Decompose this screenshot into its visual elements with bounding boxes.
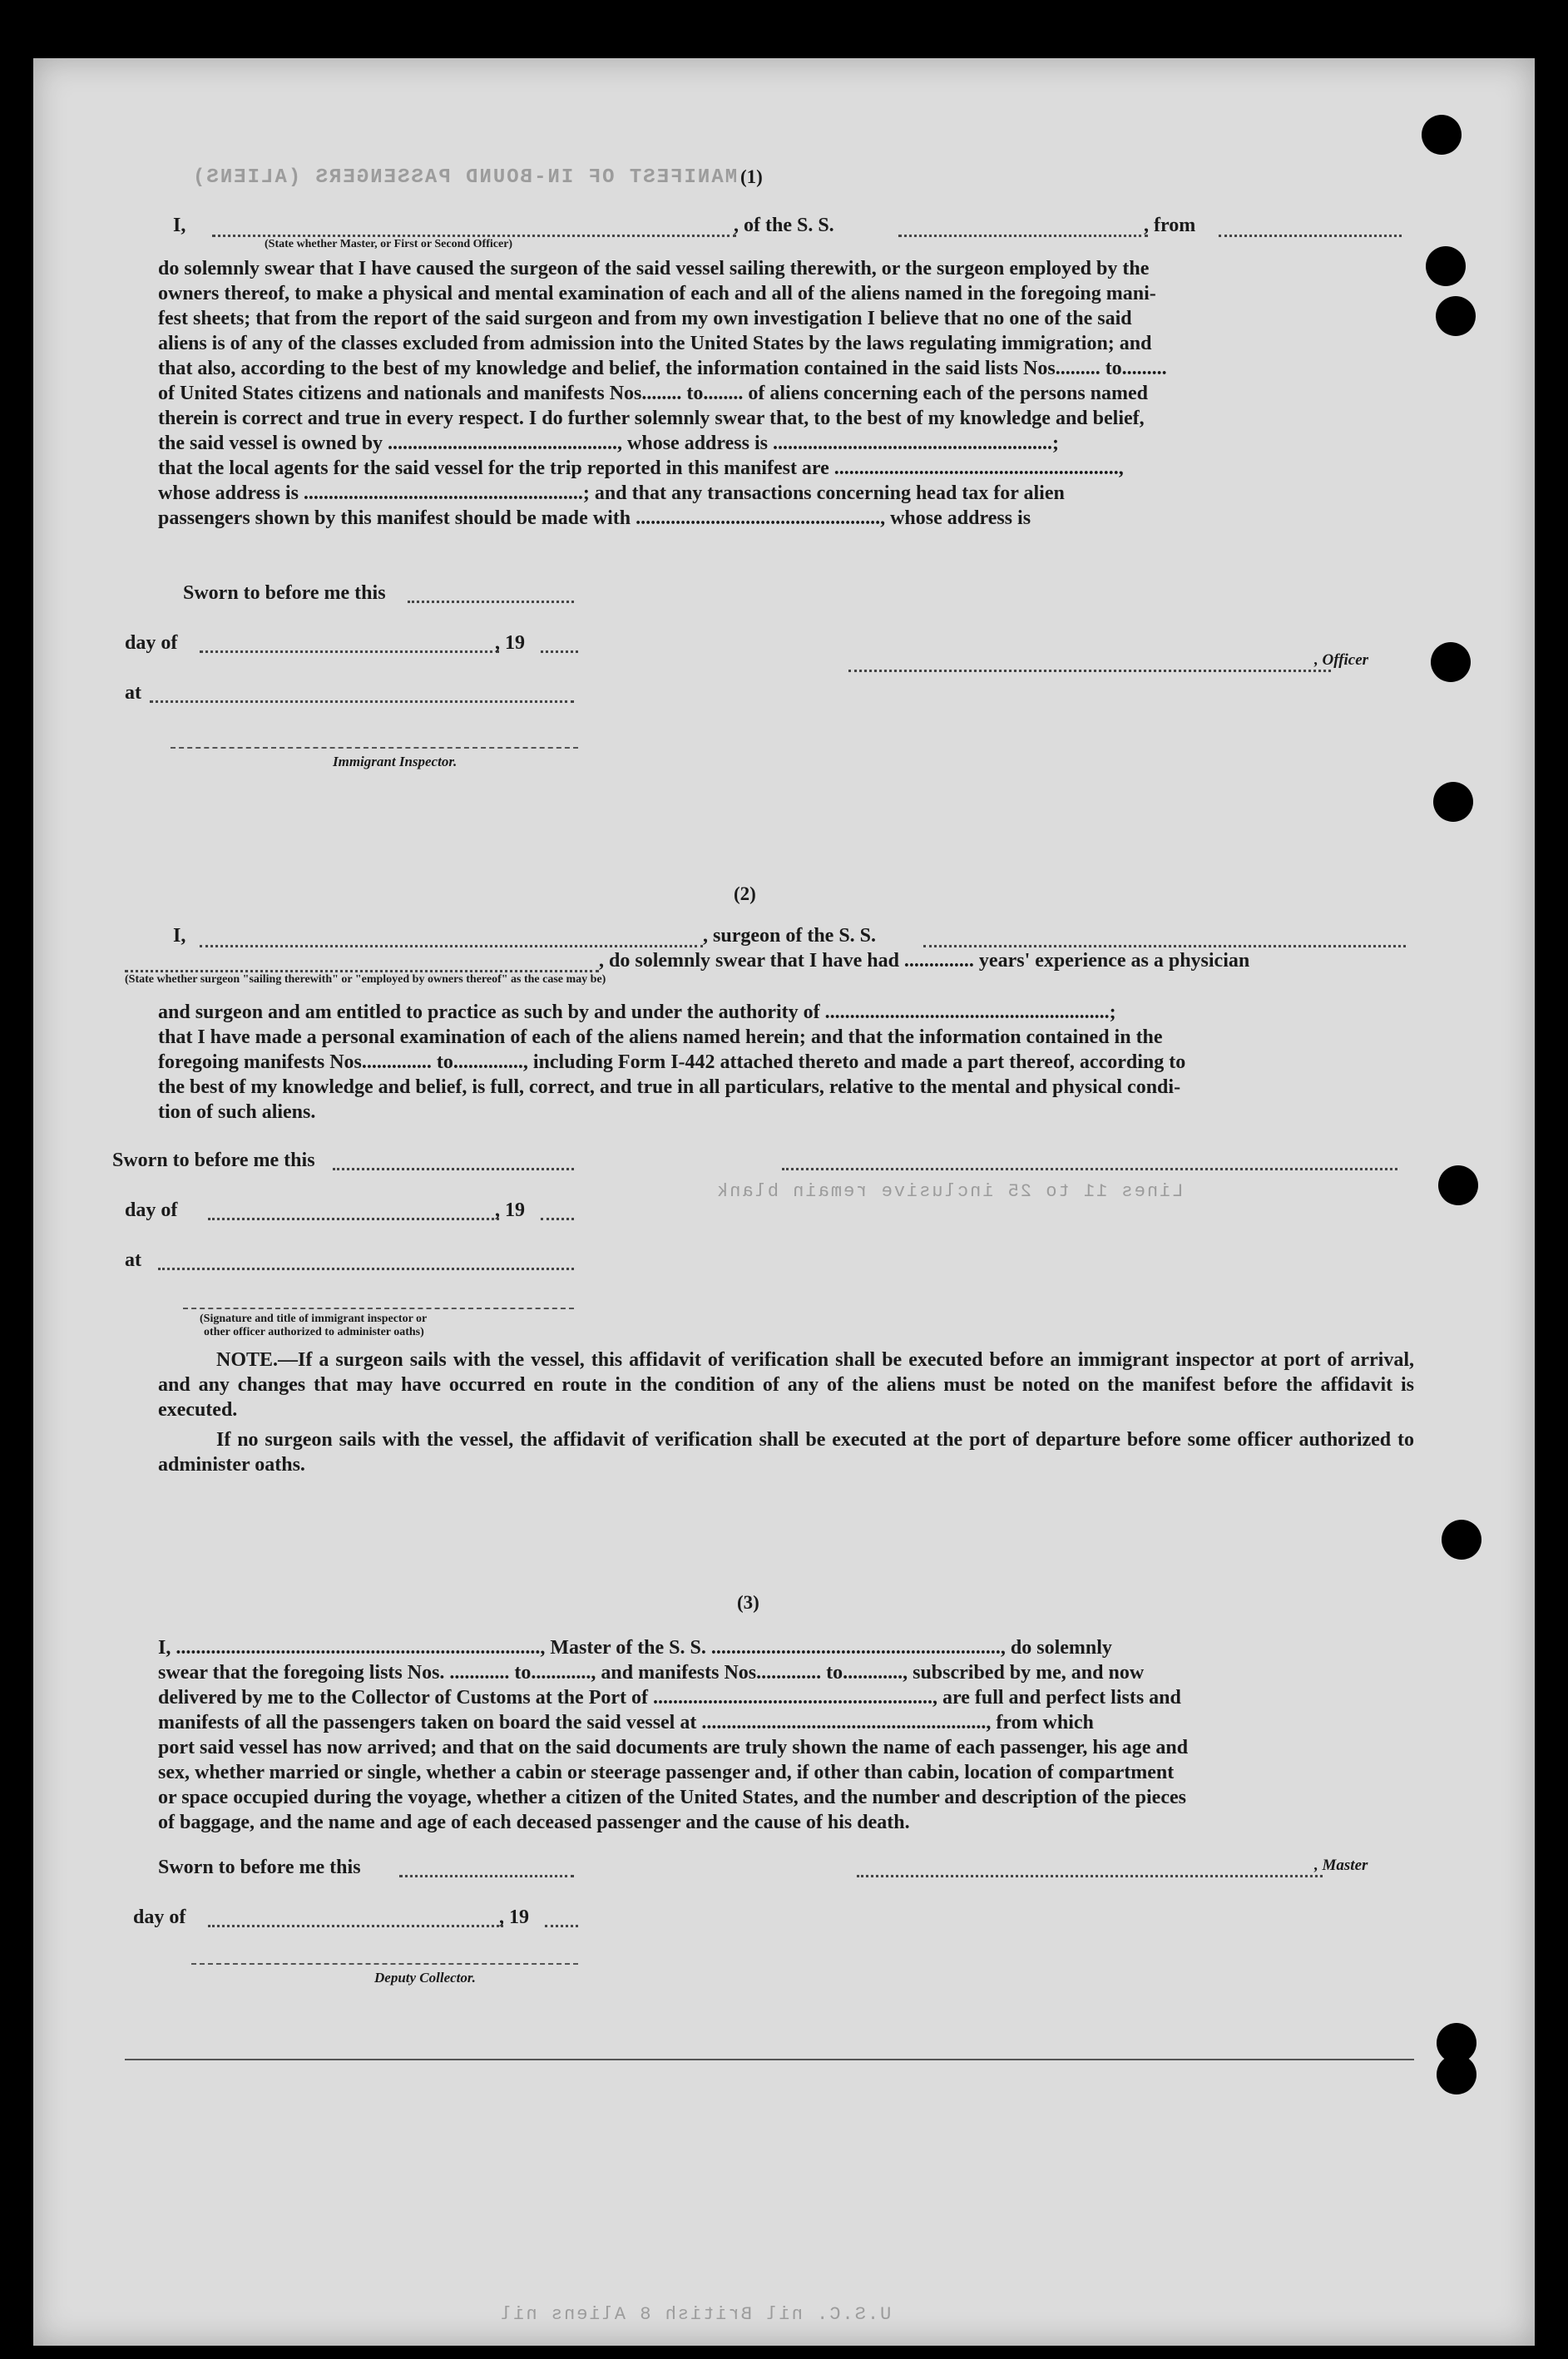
section-2-sig-caption-1: (Signature and title of immigrant inspector or xyxy=(200,1313,428,1325)
surgeon-name-line xyxy=(200,945,703,947)
section-1-line: passengers shown by this manifest should be made with ................................................., whose address is xyxy=(158,507,1031,529)
section-1-body xyxy=(158,256,1414,531)
section-3-collector: Deputy Collector. xyxy=(374,1970,476,1986)
section-2-year: , 19 xyxy=(495,1199,525,1221)
section-1-line: fest sheets; that from the report of the said surgeon and from my own investigation I believe that no one of the said xyxy=(158,308,1132,329)
section-2-line: the best of my knowledge and belief, is full, correct, and true in all particulars, relative to the mental and physical condi- xyxy=(158,1076,1181,1098)
section-2-at: at xyxy=(125,1249,141,1271)
section-1-inspector: Immigrant Inspector. xyxy=(333,754,458,769)
section-3-line: I, ........................................................................., Master of the S. S. .........................................................., do solemnly xyxy=(158,1637,1112,1659)
punch-hole xyxy=(1442,1520,1481,1560)
section-3-line: sex, whether married or single, whether a cabin or steerage passenger and, if other than cabin, location of compartment xyxy=(158,1762,1175,1783)
section-1-officer: , Officer xyxy=(1314,651,1369,669)
section-2-sworn: Sworn to before me this xyxy=(112,1150,315,1171)
section-3-line: delivered by me to the Collector of Customs at the Port of ........................................................, are full and perfect lists and xyxy=(158,1687,1181,1709)
section-3-day-of: day of xyxy=(133,1906,186,1928)
master-signature-line xyxy=(857,1875,1323,1877)
section-3-line: swear that the foregoing lists Nos. ............ to............, and manifests Nos............. to............, subscribed by me, and now xyxy=(158,1662,1145,1684)
punch-hole xyxy=(1426,246,1466,286)
section-1-line: whose address is ........................................................; and that any transactions concerning head tax for alien xyxy=(158,482,1065,504)
note-text: —If a surgeon sails with the vessel, this affidavit of verification shall be executed before an immigrant inspector at port of arrival, and any changes that may have occurred en route in the condition of any of the aliens must be noted on the manifest before the affidavit is executed. xyxy=(158,1349,1414,1421)
year-line xyxy=(545,1925,578,1927)
punch-hole xyxy=(1433,782,1473,822)
section-3-year: , 19 xyxy=(499,1906,529,1928)
section-2-line: and surgeon and am entitled to practice as such by and under the authority of .........................................................; xyxy=(158,1001,1116,1023)
section-1-line: therein is correct and true in every respect. I do further solemnly swear that, to the best of my knowledge and belief, xyxy=(158,408,1145,429)
day-line xyxy=(208,1925,503,1927)
section-3-body xyxy=(158,1635,1414,1835)
collector-signature-line xyxy=(191,1963,578,1965)
bottom-rule xyxy=(125,2059,1414,2060)
section-1-at: at xyxy=(125,682,141,704)
section-1-i: I, xyxy=(173,215,186,236)
note-paragraph xyxy=(158,1348,1414,1422)
surgeon-signature-line xyxy=(782,1168,1397,1170)
section-1-caption: (State whether Master, or First or Second Officer) xyxy=(265,238,513,250)
section-1-line: that the local agents for the said vessel for the trip reported in this manifest are ........................................................., xyxy=(158,457,1124,479)
section-3-line: manifests of all the passengers taken on board the said vessel at ........................................................., from which xyxy=(158,1712,1094,1733)
section-2-line: tion of such aliens. xyxy=(158,1101,316,1123)
section-3-sworn: Sworn to before me this xyxy=(158,1857,361,1878)
section-2-i: I, xyxy=(173,925,186,947)
section-3-master: , Master xyxy=(1314,1857,1368,1874)
section-3-line: of baggage, and the name and age of each deceased passenger and the cause of his death. xyxy=(158,1812,910,1833)
section-1-line: owners thereof, to make a physical and mental examination of each and all of the aliens named in the foregoing mani- xyxy=(158,283,1156,304)
punch-hole xyxy=(1431,642,1471,682)
section-1-from: , from xyxy=(1144,215,1196,236)
section-2-line: foregoing manifests Nos.............. to.............., including Form I-442 attached thereto and made a part thereof, according to xyxy=(158,1051,1186,1073)
sworn-date-line xyxy=(399,1875,574,1877)
sworn-date-line xyxy=(333,1168,574,1170)
section-2-surgeon-of: , surgeon of the S. S. xyxy=(703,925,877,947)
punch-hole xyxy=(1438,1165,1478,1205)
section-2-day-of: day of xyxy=(125,1199,178,1221)
section-3-line: or space occupied during the voyage, whether a citizen of the United States, and the number and description of the pieces xyxy=(158,1787,1186,1808)
at-line xyxy=(150,700,574,703)
note-2-text: If no surgeon sails with the vessel, the affidavit of verification shall be executed at the port of departure before some officer authorized to administer oaths. xyxy=(158,1429,1414,1476)
section-1-line: aliens is of any of the classes excluded from admission into the United States by the laws regulating immigration; and xyxy=(158,333,1152,354)
document-page xyxy=(33,58,1535,2346)
section-2-body xyxy=(158,1000,1414,1125)
inspector-signature-line xyxy=(171,747,578,749)
sworn-date-line xyxy=(408,601,574,603)
bleed-through-footer: U.S.C. nil British 8 Aliens nil xyxy=(499,2304,892,2325)
section-1-line: that also, according to the best of my knowledge and belief, the information contained in the said lists Nos......... to......... xyxy=(158,358,1167,379)
section-1-sworn: Sworn to before me this xyxy=(183,582,386,604)
note-paragraph-2 xyxy=(158,1427,1414,1477)
section-1-line: do solemnly swear that I have caused the surgeon of the said vessel sailing therewith, or the surgeon employed by the xyxy=(158,258,1150,279)
surgeon-type-line xyxy=(125,970,599,972)
section-2-line: that I have made a personal examination of each of the aliens named herein; and that the information contained in the xyxy=(158,1026,1163,1048)
section-2-sig-caption-2: other officer authorized to administer oaths) xyxy=(204,1326,424,1338)
year-line xyxy=(541,1218,574,1220)
day-line xyxy=(208,1218,499,1220)
section-1-number: (1) xyxy=(740,166,763,187)
vessel-name-line xyxy=(898,235,1148,237)
section-3-line: port said vessel has now arrived; and that on the said documents are truly shown the name of each passenger, his age and xyxy=(158,1737,1189,1758)
section-1-line: the said vessel is owned by .............................................., whose address is ........................................................; xyxy=(158,433,1059,454)
bleed-through-header: MANIFEST OF IN-BOUND PASSENGERS (ALIENS) xyxy=(191,166,738,189)
section-1-line: of United States citizens and nationals and manifests Nos........ to........ of aliens concerning each of the persons named xyxy=(158,383,1149,404)
officer-signature-line xyxy=(848,670,1331,672)
day-line xyxy=(200,650,499,653)
punch-hole xyxy=(1437,2055,1476,2094)
punch-hole xyxy=(1436,296,1476,336)
section-1-day-of: day of xyxy=(125,632,178,654)
section-3-number: (3) xyxy=(737,1592,759,1613)
section-1-of-ss: , of the S. S. xyxy=(734,215,834,236)
section-2-number: (2) xyxy=(734,883,756,904)
from-port-line xyxy=(1219,235,1402,237)
master-name-line xyxy=(212,235,736,237)
note-label: NOTE. xyxy=(216,1349,279,1371)
punch-hole xyxy=(1422,115,1462,155)
inspector-signature-line xyxy=(183,1308,574,1309)
surgeon-vessel-line xyxy=(923,945,1406,947)
year-line xyxy=(541,650,578,653)
section-1-year: , 19 xyxy=(495,632,525,654)
bleed-through-blank-lines: Lines 11 to 25 inclusive remain blank xyxy=(715,1181,1184,1202)
section-2-caption: (State whether surgeon "sailing therewith" or "employed by owners thereof" as the case may be) xyxy=(125,973,606,986)
at-line xyxy=(158,1268,574,1270)
section-2-swear-line: , do solemnly swear that I have had .............. years' experience as a physician xyxy=(599,950,1250,972)
